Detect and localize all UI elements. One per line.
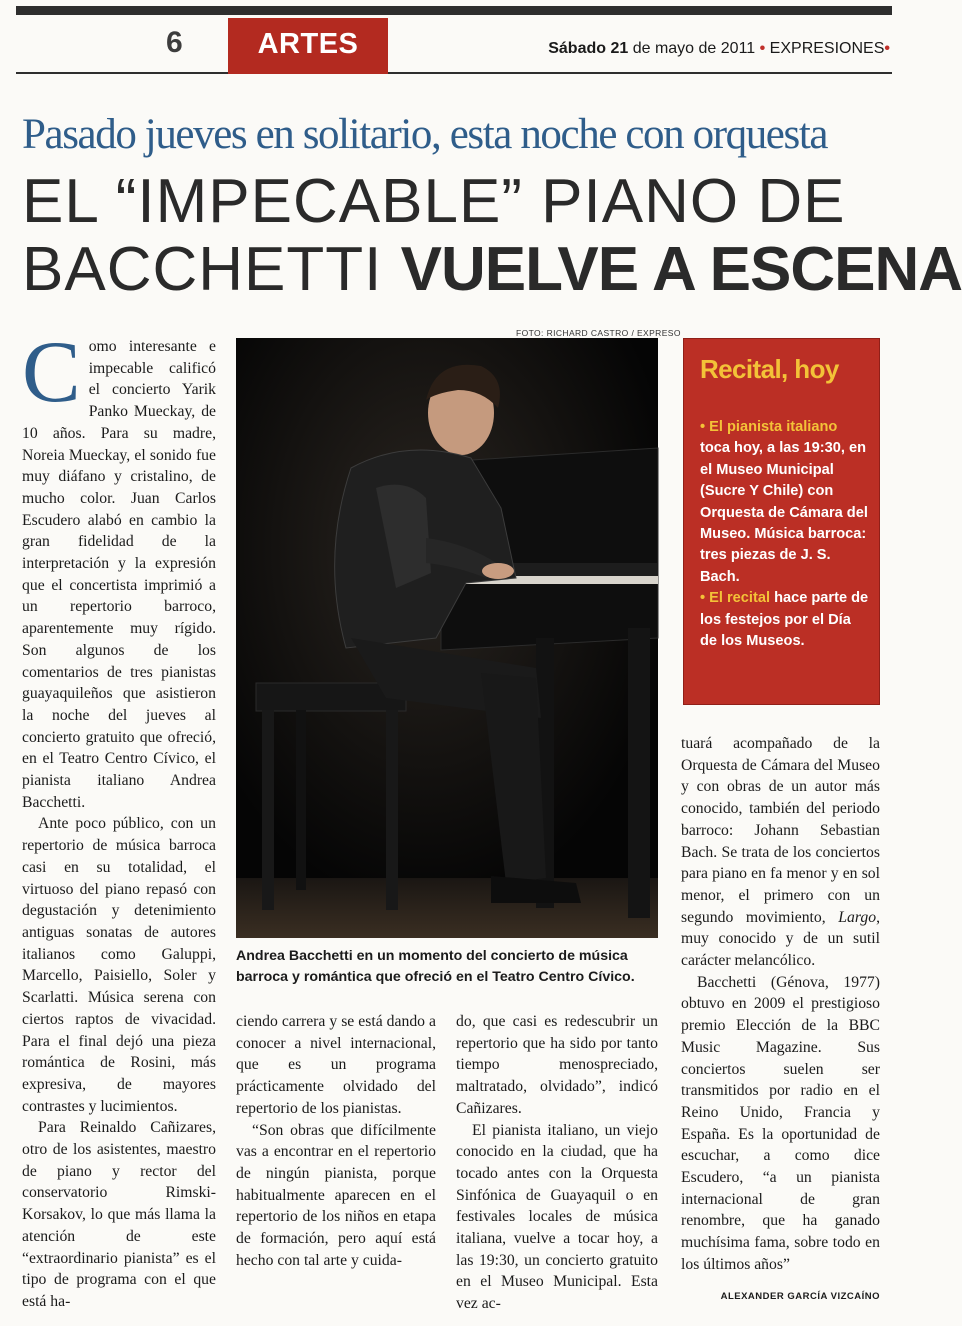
bullet-icon: • (884, 40, 890, 57)
headline-bold: VUELVE A ESCENA (400, 235, 962, 304)
sidebar-item-1-highlight: • El pianista italiano (700, 419, 838, 435)
drop-cap: C (22, 324, 81, 421)
paragraph-text: tuará acompañado de la Orquesta de Cámara del Museo y con obras de un autor más conocido, también del periodo barroco: Johann Sebastian Bach. Se trata de los conciertos para piano en fa menor y en sol menor, el primero con un segundo movimiento, (681, 735, 880, 926)
article-headline (22, 167, 962, 304)
paragraph (681, 733, 880, 972)
bullet-icon: • (759, 40, 766, 57)
sidebar-body (700, 417, 870, 652)
date-rest: de mayo de 2011 (628, 40, 760, 57)
page-number: 6 (166, 26, 183, 59)
paragraph: Bacchetti (Génova, 1977) obtuvo en 2009 el prestigioso premio Elección de la BBC Music Magazine. Sus conciertos suelen ser transmitidos por radio en el Reino Unido, Francia y España. Es la oportunidad de escuchar, a como dice Escudero, “a un pianista internacional de gran renombre, que ha ganado muchísima fama, sobre todo en los últimos años” (681, 973, 880, 1273)
photo-credit: FOTO: RICHARD CASTRO / EXPRESO (516, 328, 681, 338)
movement-title: Largo (838, 908, 877, 926)
paragraph: “Son obras que difícilmente vas a encontrar en el repertorio de ningún pianista, porque habitualmente aparecen en el repertorio de los niños en etapa de formación, pero aquí está hecho con tal arte y cuida- (236, 1121, 436, 1269)
paragraph-text: , muy conocido y de un sutil carácter melancólico. (681, 908, 880, 970)
page-header (16, 18, 892, 74)
sidebar-item-1-text: toca hoy, a las 19:30, en el Museo Municipal (Sucre Y Chile) con Orquesta de Cámara del Museo. Música barroca: tres piezas de J. S. Bach. (700, 440, 868, 585)
paragraph: El pianista italiano, un viejo conocido en la ciudad, que ha tocado antes con la Orquesta Sinfónica de Guayaquil o en festivales locales de música italiana, vuelve a tocar hoy, a las 19:30, un concierto gratuito en el Museo Municipal. Esta vez ac- (456, 1121, 658, 1313)
paragraph: ciendo carrera y se está dando a conocer a nivel internacional, que es un programa prácticamente olvidado del repertorio de los pianistas. (236, 1013, 436, 1117)
publication-name: EXPRESIONES (765, 40, 885, 57)
article-column-3 (456, 1011, 658, 1315)
article-column-2 (236, 1011, 436, 1271)
paragraph-text: omo interesante e impecable calificó el concierto Yarik Panko Mueckay, de 10 años. Para su madre, Noreia Mueckay, el sonido fue muy diáfano y cristalino, de mucho color. Juan Carlos Escudero alabó en cambio la gran fidelidad de la interpretación y la expresión que el concertista imprimió a un repertorio barroco, aparentemente muy rígido. Son algunos de los comentarios de tres pianistas guayaquileños que asistieron la noche del jueves al concierto gratuito que ofreció, en el Teatro Centro Cívico, el pianista italiano Andrea Bacchetti. (22, 338, 216, 811)
headline-line-2: BACCHETTI (22, 235, 401, 304)
sidebar-item-2-text: hace parte de los festejos por el Día de los Museos. (700, 590, 869, 650)
paragraph (22, 324, 216, 813)
pianist-illustration (236, 338, 658, 938)
article-column-1 (22, 324, 216, 1313)
dateline (548, 40, 890, 58)
paragraph: do, que casi es redescubrir un repertorio que ha sido por tanto tiempo menospreciado, maltratado, olvidado”, indicó Cañizares. (456, 1013, 658, 1117)
pianist-photo (236, 338, 658, 938)
article-column-4 (681, 733, 880, 1276)
byline: ALEXANDER GARCÍA VIZCAÍNO (720, 1291, 880, 1302)
photo-caption: Andrea Bacchetti en un momento del concierto de música barroca y romántica que ofreció en el Teatro Centro Cívico. (236, 948, 635, 985)
section-label: ARTES (257, 28, 359, 60)
recital-sidebar (683, 338, 880, 705)
paragraph: Para Reinaldo Cañizares, otro de los asistentes, maestro de piano y rector del conservatorio Rimski-Korsakov, lo que más llama la atención de este “extraordinario pianista” es el tipo de programa con el que está ha- (22, 1119, 216, 1310)
top-rule (16, 6, 892, 15)
section-tag (228, 18, 388, 74)
date-day: Sábado 21 (548, 40, 629, 57)
article-kicker: Pasado jueves en solitario, esta noche con orquesta (22, 111, 828, 158)
paragraph: Ante poco público, con un repertorio de música barroca casi en su totalidad, el virtuoso del piano repasó con degustación y detenimiento antiguas sonatas de autores italianos como Galuppi, Marcello, Paisiello, Soler y Scarlatti. Música serena con ciertos raptos de vivacidad. Para el final dejó una pieza romántica de Rosini, más expresiva, de mayores contrastes y lucimientos. (22, 815, 216, 1115)
sidebar-title: Recital, hoy (700, 354, 839, 384)
sidebar-item-2-highlight: • El recital (700, 590, 771, 607)
headline-line-1: EL “IMPECABLE” PIANO DE (22, 167, 846, 236)
